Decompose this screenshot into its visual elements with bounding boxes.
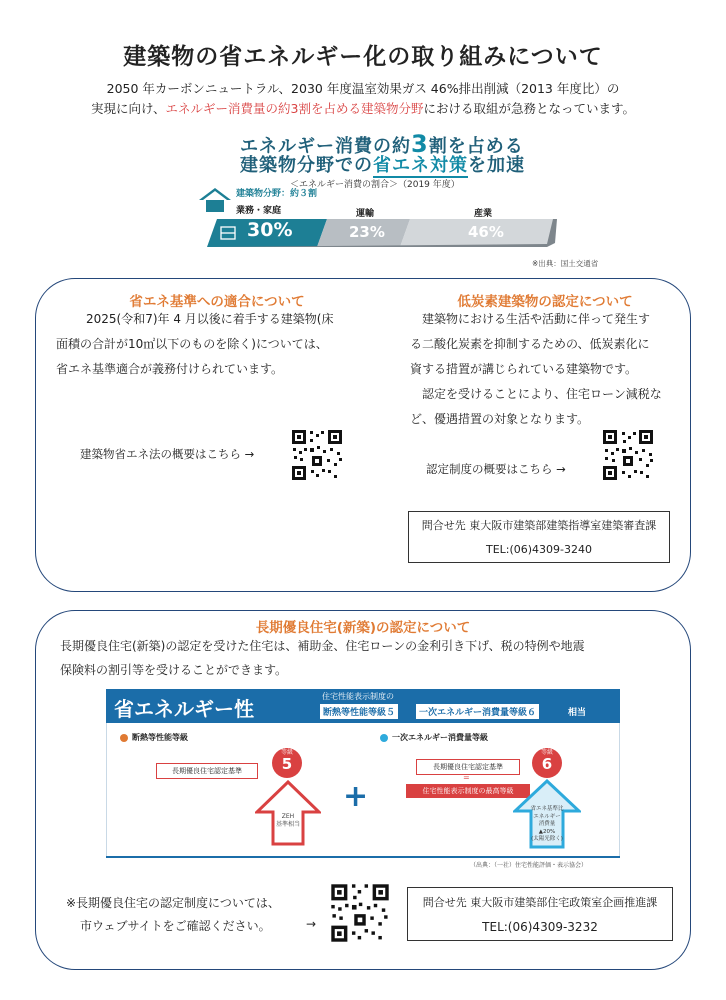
- insulation-heading: 断熱等性能等級: [132, 733, 188, 742]
- orange-bullet-icon: [120, 734, 128, 742]
- insulation-grade-circle: [272, 748, 302, 778]
- energy-grade-circle: [532, 748, 562, 778]
- long-term-line-2: 保険料の割引等を受けることができます。: [60, 663, 288, 677]
- segment-value-industry: 46%: [468, 223, 504, 241]
- graphic-bottom-rule: [106, 856, 620, 858]
- low-carbon-link[interactable]: 認定制度の概要はこちら →: [426, 462, 566, 476]
- low-carbon-line-1: 建築物における生活や活動に伴って発生す: [422, 312, 651, 326]
- compliance-line-3: 省エネ基準適合が義務付けられています。: [56, 362, 284, 376]
- banner-text: を加速: [468, 155, 525, 176]
- blue-bullet-icon: [380, 734, 388, 742]
- low-carbon-heading: 低炭素建築物の認定について: [457, 294, 633, 310]
- compliance-line-1: 2025(令和7)年 4 月以後に着手する建築物(床: [86, 312, 334, 326]
- energy-reduction-line-3: 消費量: [538, 821, 556, 827]
- long-term-note-line-2: 市ウェブサイトをご確認ください。: [80, 919, 271, 933]
- insulation-grade-badge: 断熱等性能等級５: [320, 704, 398, 719]
- intro-line-2-pre: 実現に向け、: [91, 101, 166, 116]
- insulation-criteria-box: 長期優良住宅認定基準: [156, 763, 258, 779]
- equals-sign: =: [463, 773, 470, 782]
- segment-label-industry: 産業: [474, 209, 493, 219]
- grade-circle-number: 5: [281, 755, 293, 773]
- low-carbon-contact-tel: TEL:(06)4309-3240: [485, 543, 593, 556]
- segment-value-transport: 23%: [349, 223, 385, 241]
- low-carbon-line-2: る二酸化炭素を抑制するための、低炭素化に: [410, 337, 650, 351]
- intro-line-2-post: における取組が急務となっています。: [423, 101, 635, 116]
- qr-code-icon[interactable]: [329, 882, 391, 944]
- plus-sign: +: [343, 779, 369, 814]
- low-carbon-line-5: ど、優遇措置の対象となります。: [410, 412, 590, 426]
- intro-highlight: エネルギー消費量の約3割を占める建築物分野: [165, 101, 424, 116]
- grade-circle-number: 6: [541, 755, 553, 773]
- energy-banner-line-2: [240, 151, 525, 177]
- compliance-line-2: 面積の合計が10㎡以下のものを除く)については、: [56, 337, 328, 351]
- zeh-label: [272, 813, 304, 829]
- low-carbon-contact-dept: 問合せ先 東大阪市建築部建築指導室建築審査課: [421, 519, 657, 532]
- energy-reduction-line-1: 省エネ基準比: [530, 806, 564, 812]
- qr-code-icon[interactable]: [601, 428, 655, 482]
- long-term-note-line-1: ※長期優良住宅の認定制度については、: [66, 896, 280, 910]
- long-term-contact-tel: TEL:(06)4309-3232: [482, 920, 598, 934]
- building-icon: [198, 187, 232, 213]
- low-carbon-line-4: 認定を受けることにより、住宅ローン減税な: [422, 387, 662, 401]
- long-term-contact-dept: 問合せ先 東大阪市建築部住宅政策室企画推進課: [422, 896, 658, 909]
- intro-line-1: 2050 年カーボンニュートラル、2030 年度温室効果ガス 46%排出削減（2013 年度比）の: [106, 81, 620, 96]
- segment-value-residential: 30%: [247, 219, 293, 241]
- intro-line-2: [0, 99, 726, 117]
- energy-criteria-box: 長期優良住宅認定基準: [416, 759, 520, 775]
- energy-reduction-line-4: ▲20%: [538, 828, 556, 835]
- zeh-label-line-1: ZEH: [281, 813, 295, 820]
- low-carbon-line-3: 資する措置が講じられている建築物です。: [410, 362, 638, 376]
- energy-reduction-line-5: (太陽光除く): [531, 836, 563, 842]
- energy-reduction-line-2: エネルギー: [533, 813, 561, 820]
- banner-text: 割を占める: [428, 136, 524, 157]
- compliance-heading: 省エネ基準への適合について: [129, 294, 305, 310]
- low-carbon-contact-box: [408, 511, 670, 563]
- segment-label-transport: 運輸: [356, 209, 375, 219]
- performance-system-label: 住宅性能表示制度の: [322, 692, 394, 701]
- banner-highlight: 省エネ対策: [373, 155, 468, 176]
- graphic-source: （出典：（一社）住宅性能評価・表示協会）: [470, 862, 588, 869]
- energy-performance-title: 省エネルギー性: [114, 697, 254, 721]
- banner-number: 3: [411, 130, 429, 158]
- long-term-line-1: 長期優良住宅(新築)の認定を受けた住宅は、補助金、住宅ローンの金利引き下げ、税の特例や地震: [60, 639, 585, 653]
- arrow-right-icon: →: [306, 917, 317, 931]
- long-term-heading: 長期優良住宅(新築)の認定について: [255, 620, 471, 636]
- energy-reduction-label: [529, 806, 565, 844]
- energy-consumption-heading: 一次エネルギー消費量等級: [392, 733, 488, 742]
- energy-share-source: ※出典：国土交通省: [532, 259, 599, 268]
- energy-share-subtitle: ＜エネルギー消費の割合＞（2019 年度）: [290, 180, 460, 190]
- qr-code-icon[interactable]: [290, 428, 344, 482]
- equivalent-label: 相当: [568, 708, 587, 718]
- compliance-link[interactable]: 建築物省エネ法の概要はこちら →: [80, 447, 255, 461]
- page-title: 建築物の省エネルギー化の取り組みについて: [123, 44, 603, 70]
- long-term-contact-box: [407, 887, 673, 941]
- zeh-label-line-2: 基準相当: [275, 821, 300, 828]
- grade-circle-label: 等級: [280, 749, 293, 756]
- building-sector-label: 建築物分野：約３割: [236, 189, 318, 199]
- highest-grade-box: 住宅性能表示制度の最高等級: [406, 784, 530, 798]
- banner-text: 建築物分野での: [240, 155, 373, 176]
- banner-text: エネルギー消費の約: [240, 136, 411, 157]
- energy-grade-badge: 一次エネルギー消費量等級６: [416, 704, 539, 719]
- segment-label-residential: 業務・家庭: [236, 206, 282, 216]
- grade-circle-label: 等級: [540, 749, 553, 756]
